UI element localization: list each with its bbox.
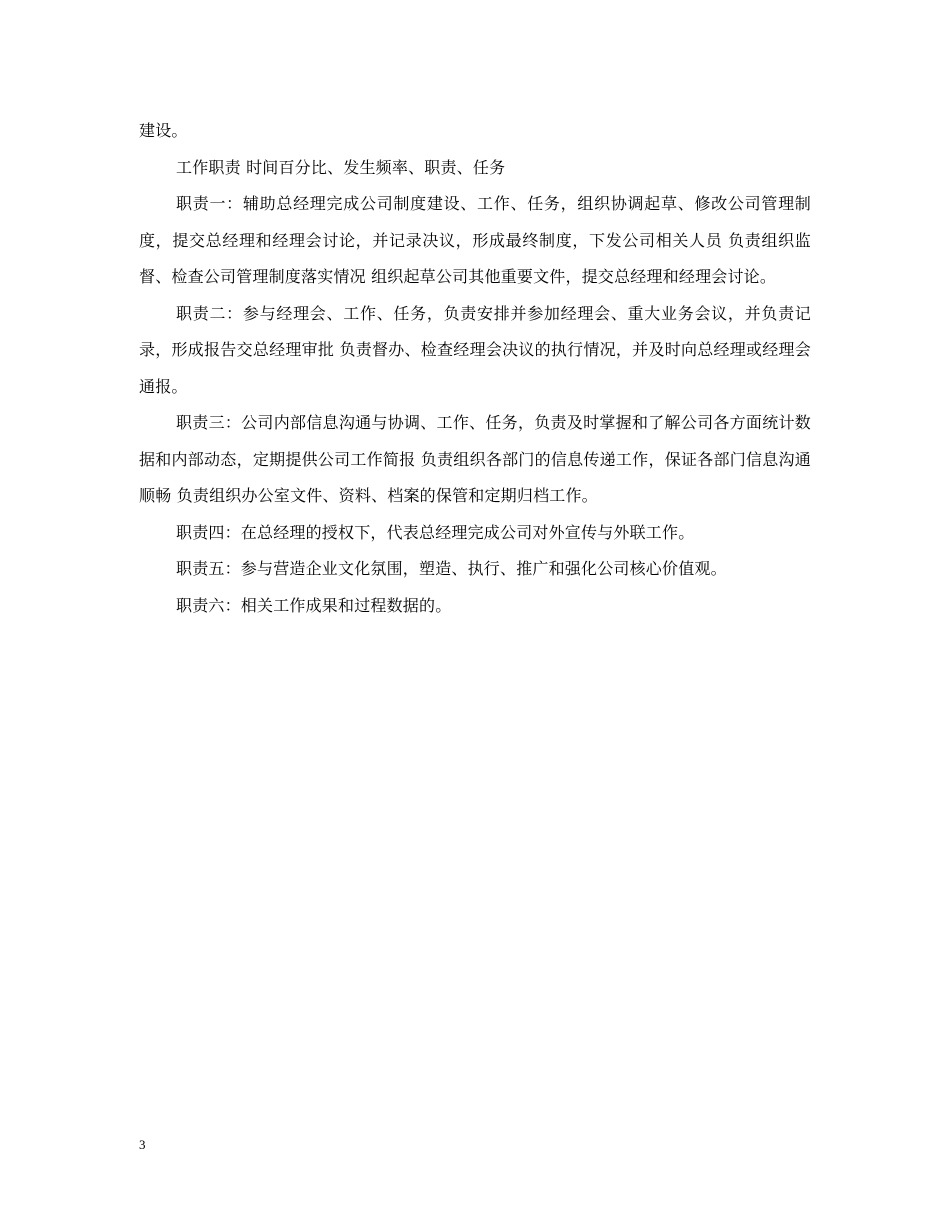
page-number: 3	[139, 1137, 146, 1152]
paragraph-duty-4: 职责四：在总经理的授权下，代表总经理完成公司对外宣传与外联工作。	[176, 522, 695, 542]
paragraph-duty-2: 职责二：参与经理会、工作、任务，负责安排并参加经理会、重大业务会议，并负责记录，形成报告交总经理审批 负责督办、检查经理会决议的执行情况，并及时向总经理或经理会通报。	[139, 303, 811, 396]
paragraph-duty-5: 职责五：参与营造企业文化氛围，塑造、执行、推广和强化公司核心价值观。	[176, 559, 727, 578]
paragraph-continuation: 建设。	[139, 121, 188, 140]
paragraph-job-duties-heading: 工作职责 时间百分比、发生频率、职责、任务	[176, 157, 506, 177]
paragraph-duty-1: 职责一：辅助总经理完成公司制度建设、工作、任务，组织协调起草、修改公司管理制度，提交总经理和经理会讨论，并记录决议，形成最终制度，下发公司相关人员 负责组织监督、检查公司管理制度落实情况 组织起草公司其他重要文件，提交总经理和经理会讨论。	[139, 194, 811, 286]
paragraph-duty-6: 职责六：相关工作成果和过程数据的。	[176, 595, 452, 615]
document-body	[139, 113, 811, 624]
paragraph-duty-3: 职责三：公司内部信息沟通与协调、工作、任务，负责及时掌握和了解公司各方面统计数据和内部动态，定期提供公司工作简报 负责组织各部门的信息传递工作，保证各部门信息沟通顺畅 负责组织办公室文件、资料、档案的保管和定期归档工作。	[139, 413, 811, 505]
